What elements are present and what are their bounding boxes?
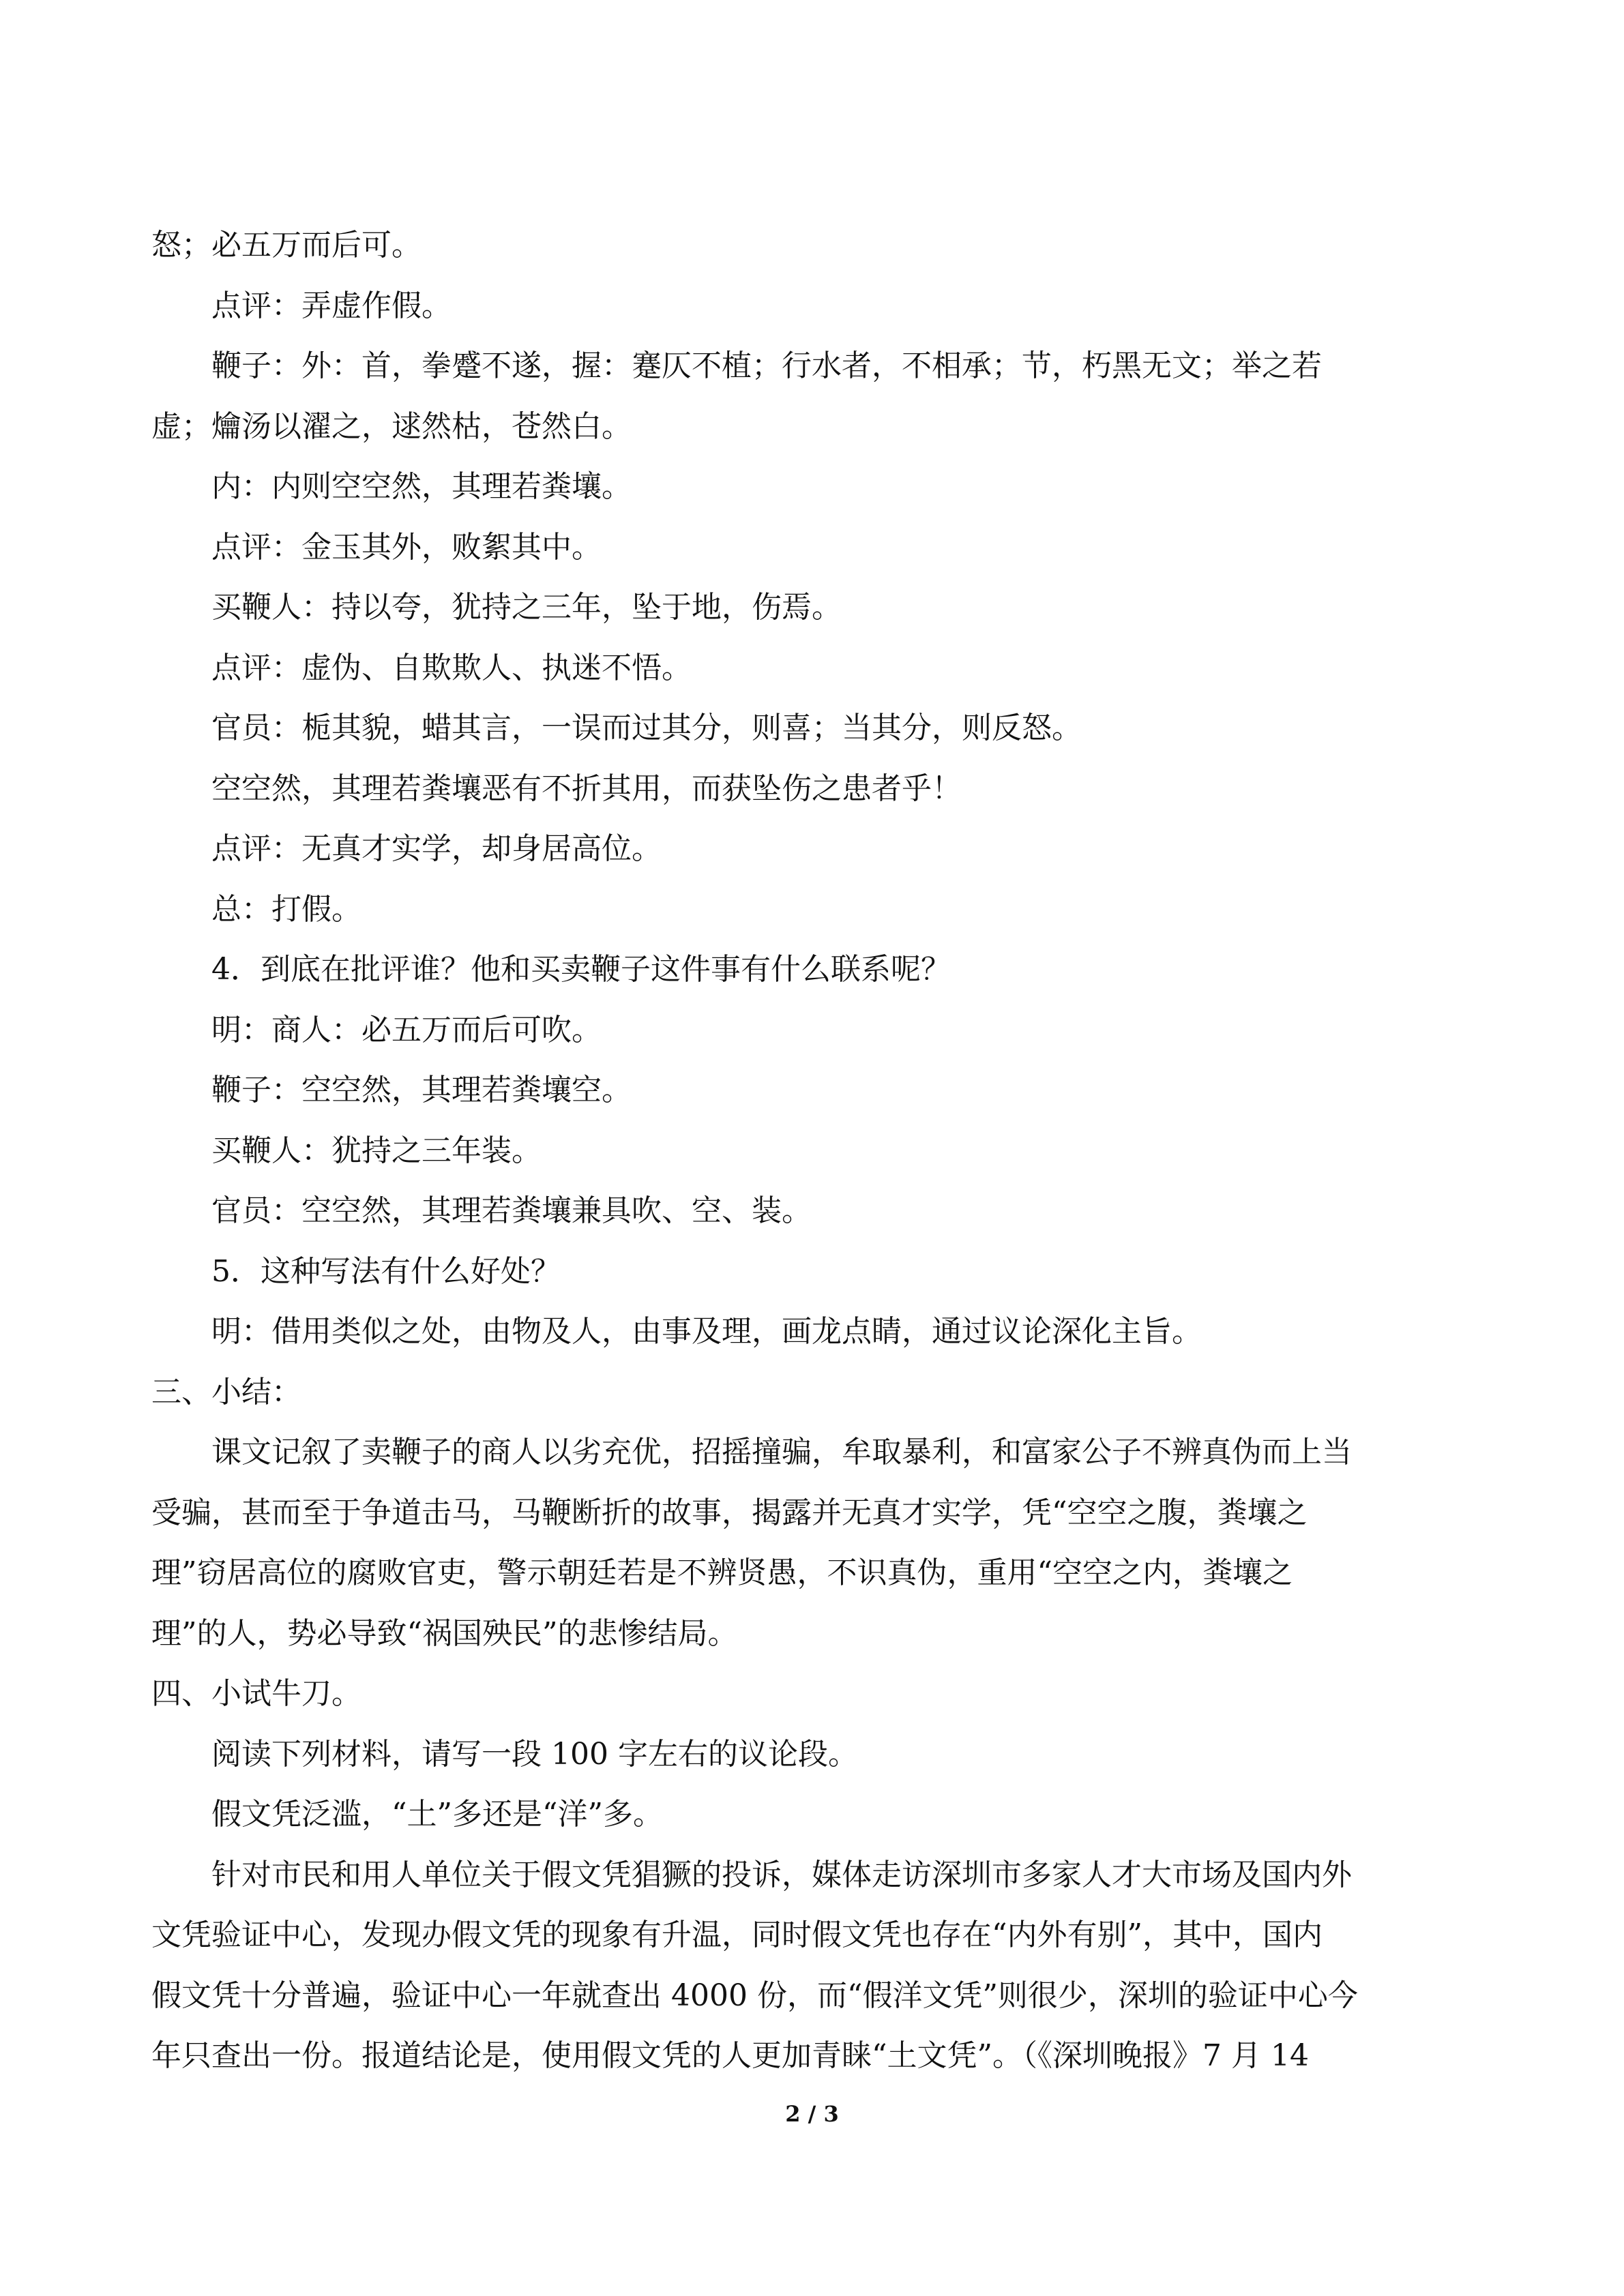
- text-line: 鞭子：空空然，其理若粪壤空。: [211, 1073, 632, 1107]
- text-line: 总：打假。: [211, 891, 361, 927]
- text-line: 虚；爚汤以濯之，逑然枯，苍然白。: [151, 408, 632, 444]
- text-line: 假文凭十分普遍，验证中心一年就查出 4000 份，而“假洋文凭”则很少，深圳的验证中心今: [151, 1978, 1358, 2013]
- text-line: 针对市民和用人单位关于假文凭猖獗的投诉，媒体走访深圳市多家人才大市场及国内外: [211, 1857, 1352, 1892]
- text-line: 点评：金玉其外，败絮其中。: [211, 529, 602, 565]
- text-line: 4．到底在批评谁？他和买卖鞭子这件事有什么联系呢？: [211, 952, 951, 987]
- text-line: 官员：栀其貌，蜡其言，一误而过其分，则喜；当其分，则反怒。: [211, 711, 1082, 745]
- text-line: 官员：空空然，其理若粪壤兼具吹、空、装。: [211, 1193, 812, 1228]
- text-line: 内：内则空空然，其理若粪壤。: [211, 469, 632, 504]
- text-line: 空空然，其理若粪壤恶有不折其用，而获坠伤之患者乎！: [211, 771, 962, 806]
- document-body: [151, 215, 1502, 2087]
- text-line: 买鞭人：持以夸，犹持之三年，坠于地，伤焉。: [211, 590, 842, 625]
- text-line: 四、小试牛刀。: [151, 1676, 361, 1711]
- text-line: 理”的人，势必导致“祸国殃民”的悲惨结局。: [151, 1615, 738, 1651]
- text-line: 文凭验证中心，发现办假文凭的现象有升温，同时假文凭也存在“内外有别”，其中，国内: [151, 1918, 1323, 1952]
- text-line: 明：商人：必五万而后可吹。: [211, 1012, 602, 1047]
- text-line: 怒；必五万而后可。: [151, 228, 422, 263]
- text-line: 受骗，甚而至于争道击马，马鞭断折的故事，揭露并无真才实学，凭“空空之腹，粪壤之: [151, 1495, 1308, 1530]
- page-number: 2 / 3: [785, 2101, 839, 2127]
- text-line: 三、小结：: [151, 1374, 301, 1410]
- text-line: 理”窃居高位的腐败官吏，警示朝廷若是不辨贤愚，不识真伪，重用“空空之内，粪壤之: [151, 1555, 1293, 1590]
- text-line: 明：借用类似之处，由物及人，由事及理，画龙点睛，通过议论深化主旨。: [211, 1314, 1202, 1349]
- text-line: 假文凭泛滥，“土”多还是“洋”多。: [211, 1797, 663, 1832]
- text-line: 课文记叙了卖鞭子的商人以劣充优，招摇撞骗，牟取暴利，和富家公子不辨真伪而上当: [211, 1435, 1352, 1470]
- text-line: 年只查出一份。报道结论是，使用假文凭的人更加青睐“土文凭”。（《深圳晚报》7 月 14: [151, 2038, 1309, 2073]
- text-line: 5．这种写法有什么好处？: [211, 1253, 561, 1289]
- text-line: 买鞭人：犹持之三年装。: [211, 1133, 542, 1168]
- text-line: 点评：无真才实学，却身居高位。: [211, 831, 662, 866]
- text-line: 点评：弄虚作假。: [211, 288, 452, 323]
- text-line: 阅读下列材料，请写一段 100 字左右的议论段。: [211, 1736, 858, 1772]
- text-line: 鞭子：外：首，拳蹙不遂，握：蹇仄不植；行水者，不相承；节，朽黑无文；举之若: [211, 348, 1322, 383]
- text-line: 点评：虚伪、自欺欺人、执迷不悟。: [211, 650, 692, 685]
